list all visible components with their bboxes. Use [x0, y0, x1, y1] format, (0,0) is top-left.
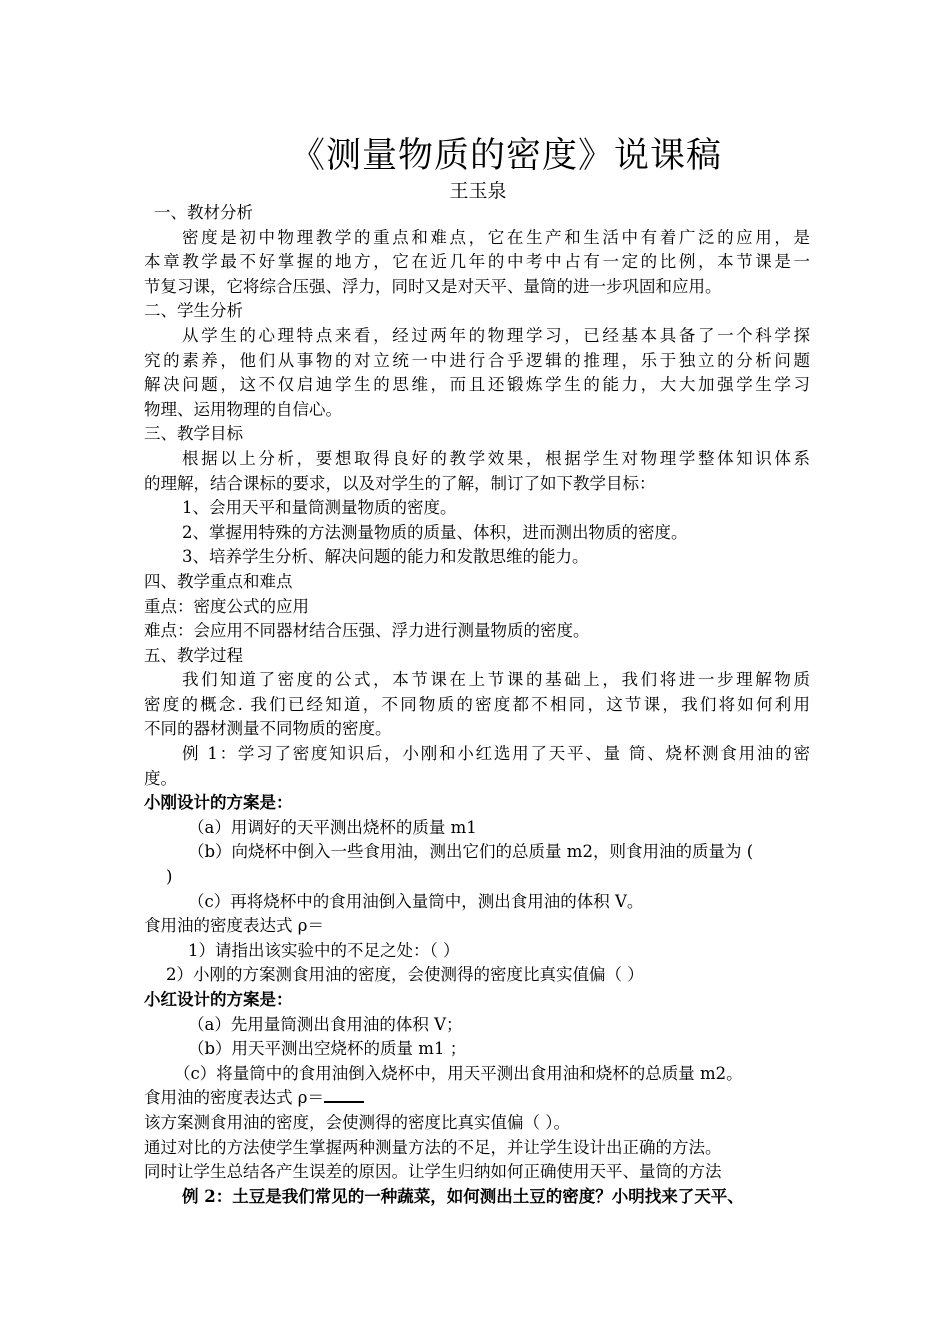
plan-step: （c）再将烧杯中的食用油倒入量筒中，测出食用油的体积 V。 — [188, 891, 644, 911]
plan-heading: 小刚设计的方案是： — [144, 793, 293, 813]
example-line: 例 1：学习了密度知识后，小刚和小红选用了天平、量 筒、烧杯测食用油的密 — [182, 744, 810, 764]
paragraph-line: 不同的器材测量不同物质的密度。 — [144, 719, 392, 739]
paragraph-line: 根据以上分析，要想取得良好的教学效果，根据学生对物理学整体知识体系 — [182, 448, 810, 468]
example-line: 度。 — [144, 768, 177, 788]
paragraph-line: 解决问题，这不仅启迪学生的思维，而且还锻炼学生的能力，大大加强学生学习 — [144, 375, 810, 395]
section-heading: 二、学生分析 — [144, 301, 243, 321]
plan-step: ) — [166, 867, 173, 887]
plan-step: （b）向烧杯中倒入一些食用油，测出它们的总质量 m2，则食用油的质量为 ( — [188, 842, 754, 862]
section-heading: 一、教材分析 — [154, 203, 253, 222]
section-heading: 三、教学目标 — [144, 424, 243, 444]
paragraph-line: 的理解，结合课标的要求，以及对学生的了解，制订了如下教学目标： — [144, 473, 656, 493]
formula-line: 食用油的密度表达式 ρ＝ — [144, 916, 324, 936]
document-title: 《测量物质的密度》说课稿 — [289, 136, 722, 176]
plan-step: （a）先用量筒测出食用油的体积 V； — [188, 1014, 463, 1034]
paragraph-line: 密度的概念. 我们已经知道，不同物质的密度都不相同，这节课，我们将如何利用 — [144, 694, 810, 714]
paragraph-line: 同时让学生总结各产生误差的原因。让学生归纳如何正确使用天平、量筒的方法 — [144, 1162, 722, 1182]
difficulty-line: 难点：会应用不同器材结合压强、浮力进行测量物质的密度。 — [144, 621, 590, 641]
section-heading: 五、教学过程 — [144, 645, 243, 665]
example-line: 例 2：土豆是我们常见的一种蔬菜，如何测出土豆的密度？小明找来了天平、 — [182, 1186, 744, 1206]
formula-line — [144, 1086, 810, 1111]
question-line: 该方案测食用油的密度，会使测得的密度比真实值偏（ ）。 — [144, 1112, 570, 1132]
question-line: 2）小刚的方案测食用油的密度，会使测得的密度比真实值偏（ ） — [166, 965, 644, 985]
formula-text: 食用油的密度表达式 ρ＝ — [144, 1088, 324, 1108]
plan-heading: 小红设计的方案是： — [144, 990, 293, 1009]
plan-step: （c）将量筒中的食用油倒入烧杯中，用天平测出食用油和烧杯的总质量 m2。 — [174, 1063, 743, 1083]
plan-step: （b）用天平测出空烧杯的质量 m1 ； — [188, 1039, 467, 1059]
paragraph-line: 究的素养，他们从事物的对立统一中进行合乎逻辑的推理，乐于独立的分析问题 — [144, 350, 810, 370]
key-point-line: 重点：密度公式的应用 — [144, 596, 309, 616]
answer-blank — [324, 1087, 364, 1103]
paragraph-line: 从学生的心理特点来看，经过两年的物理学习，已经基本具备了一个科学探 — [182, 325, 810, 345]
document-body — [144, 201, 810, 1209]
paragraph-line: 物理、运用物理的自信心。 — [144, 399, 342, 419]
paragraph-line: 节复习课，它将综合压强、浮力，同时又是对天平、量筒的进一步巩固和应用。 — [144, 276, 722, 296]
paragraph-line: 密度是初中物理教学的重点和难点，它在生产和生活中有着广泛的应用，是 — [182, 227, 810, 247]
paragraph-line: 通过对比的方法使学生掌握两种测量方法的不足，并让学生设计出正确的方法。 — [144, 1137, 722, 1157]
objective-item: 2、掌握用特殊的方法测量物质的质量、体积，进而测出物质的密度。 — [182, 522, 688, 542]
objective-item: 3、培养学生分析、解决问题的能力和发散思维的能力。 — [182, 547, 589, 567]
section-heading: 四、教学重点和难点 — [144, 571, 293, 591]
author-name: 王玉泉 — [449, 180, 507, 202]
paragraph-line: 本章教学最不好掌握的地方，它在近几年的中考中占有一定的比例，本节课是一 — [144, 252, 810, 272]
plan-step: （a）用调好的天平测出烧杯的质量 m1 — [188, 817, 477, 837]
question-line: 1）请指出该实验中的不足之处：（ ） — [188, 940, 460, 960]
objective-item: 1、会用天平和量筒测量物质的密度。 — [182, 498, 457, 518]
paragraph-line: 我们知道了密度的公式，本节课在上节课的基础上，我们将进一步理解物质 — [182, 670, 810, 690]
